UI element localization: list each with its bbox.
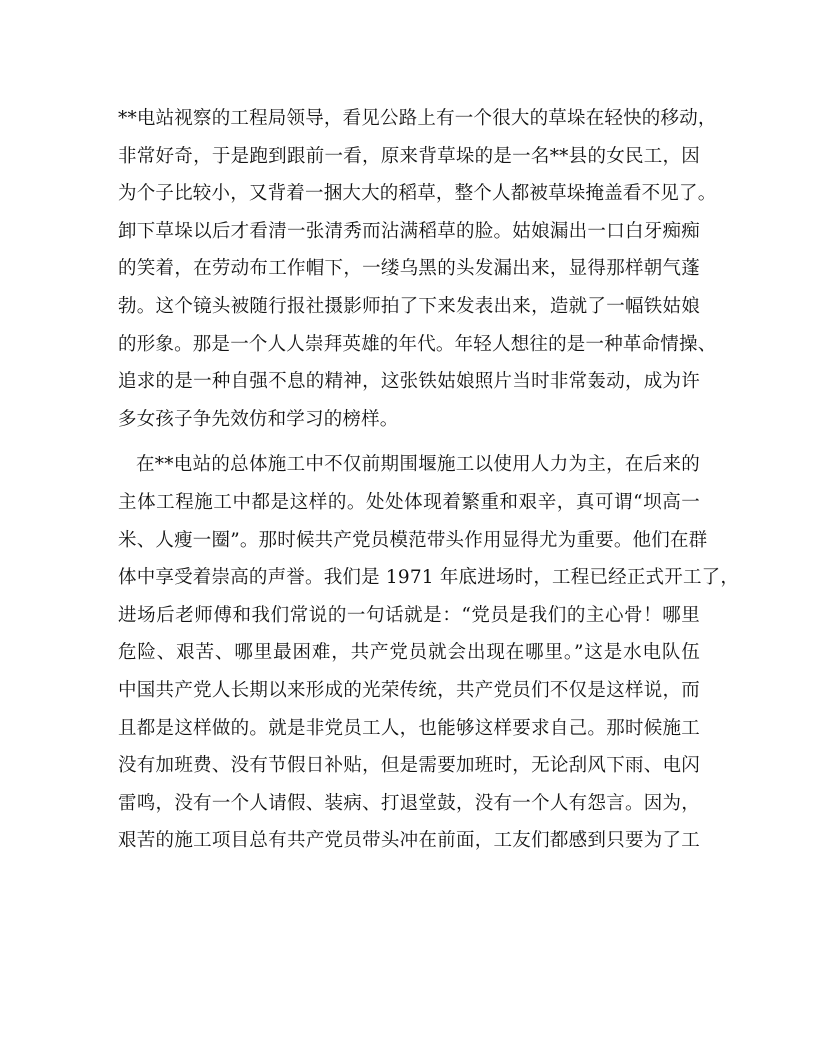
text-line: 没有加班费、没有节假日补贴，但是需要加班时，无论刮风下雨、电闪: [118, 755, 700, 777]
text-line: 进场后老师傅和我们常说的一句话就是：“党员是我们的主心骨！哪里: [118, 604, 700, 626]
text-line: 勃。这个镜头被随行报社摄影师拍了下来发表出来，造就了一幅铁姑娘: [118, 295, 700, 317]
text-line: 多女孩子争先效仿和学习的榜样。: [118, 408, 399, 430]
text-line: 艰苦的施工项目总有共产党员带头冲在前面，工友们都感到只要为了工: [118, 830, 700, 852]
text-line: 主体工程施工中都是这样的。处处体现着繁重和艰辛，真可谓“坝高一: [118, 491, 700, 513]
text-line: 危险、艰苦、哪里最困难，共产党员就会出现在哪里。”这是水电队伍: [118, 642, 700, 664]
text-line: 的形象。那是一个人人崇拜英雄的年代。年轻人想往的是一种革命情操、: [118, 333, 717, 355]
text-line: 体中享受着崇高的声誉。我们是 1971 年底进场时，工程已经正式开工了，: [118, 567, 740, 589]
text-line: 非常好奇，于是跑到跟前一看，原来背草垛的是一名**县的女民工，因: [118, 145, 700, 167]
text-line: 雷鸣，没有一个人请假、装病、打退堂鼓，没有一个人有怨言。因为，: [118, 792, 700, 814]
text-line: 卸下草垛以后才看清一张清秀而沾满稻草的脸。姑娘漏出一口白牙痴痴: [118, 220, 700, 242]
text-line: 的笑着，在劳动布工作帽下，一缕乌黑的头发漏出来，显得那样朝气蓬: [118, 258, 700, 280]
text-line: 在**电站的总体施工中不仅前期围堰施工以使用人力为主，在后来的: [136, 454, 700, 476]
text-line: **电站视察的工程局领导，看见公路上有一个很大的草垛在轻快的移动，: [118, 108, 717, 129]
paragraph-2: [118, 446, 740, 860]
text-line: 为个子比较小，又背着一捆大大的稻草，整个人都被草垛掩盖看不见了。: [118, 183, 717, 205]
text-line: 且都是这样做的。就是非党员工人，也能够这样要求自己。那时候施工: [118, 717, 700, 739]
text-line: 中国共产党人长期以来形成的光荣传统，共产党员们不仅是这样说，而: [118, 679, 700, 701]
paragraph-spacer: [118, 438, 700, 446]
paragraph-1: [118, 100, 717, 438]
body-text: [118, 100, 740, 860]
text-line: 米、人瘦一圈”。那时候共产党员模范带头作用显得尤为重要。他们在群: [118, 529, 708, 551]
text-line: 追求的是一种自强不息的精神，这张铁姑娘照片当时非常轰动，成为许: [118, 371, 700, 393]
